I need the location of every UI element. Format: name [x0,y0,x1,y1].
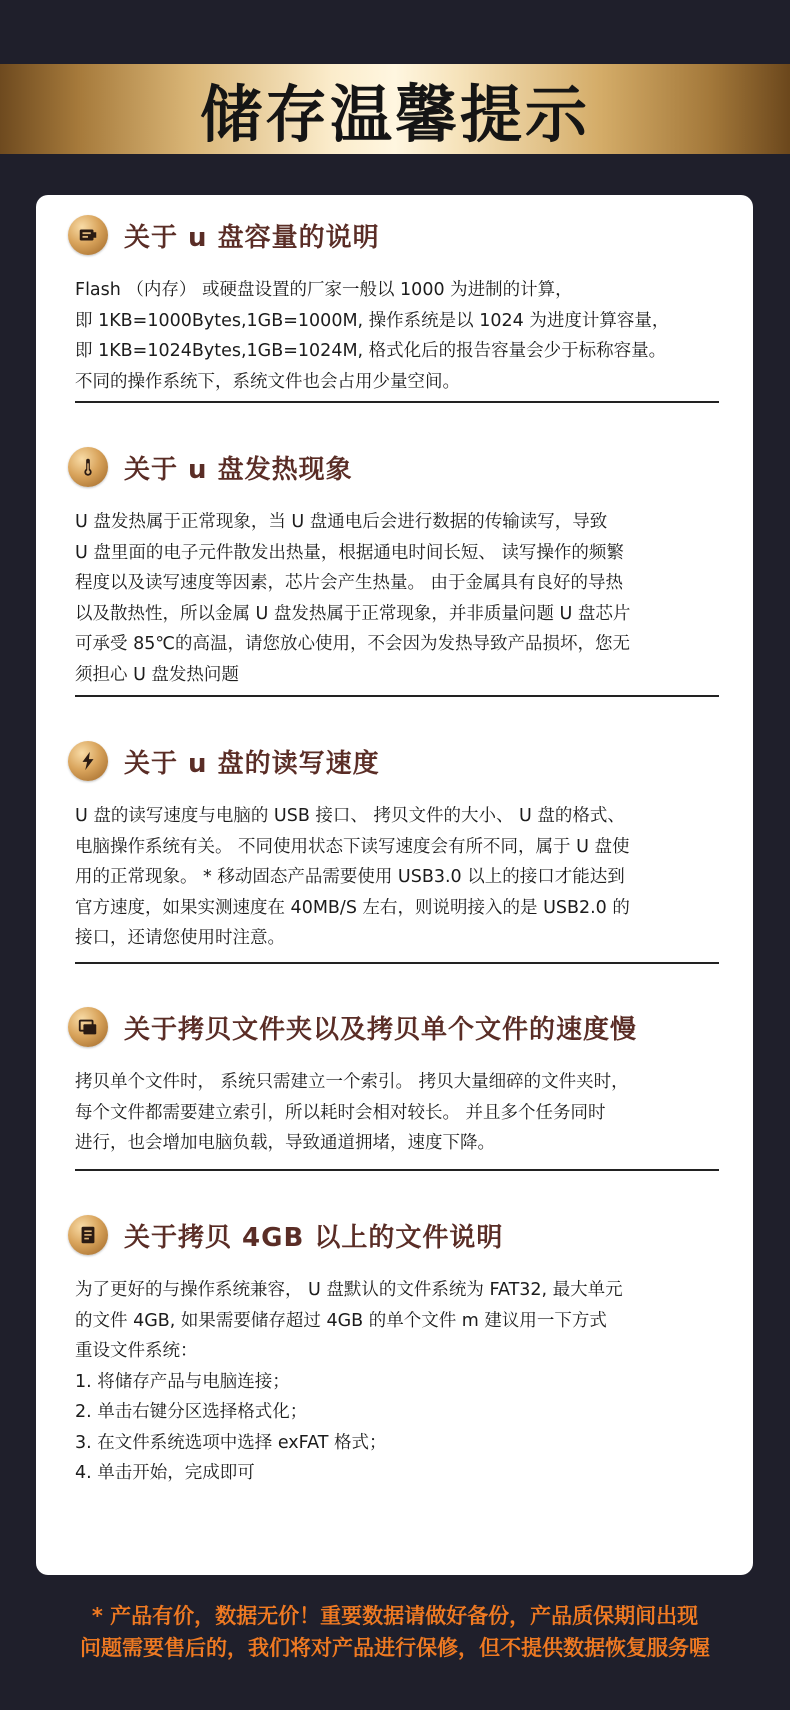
section-title: 关于 u 盘发热现象 [124,454,353,485]
section-title: 关于拷贝文件夹以及拷贝单个文件的速度慢 [124,1014,638,1045]
section-body [75,507,735,690]
body-line: 用的正常现象。 * 移动固态产品需要使用 USB3.0 以上的接口才能达到 [75,867,625,887]
divider [75,1169,719,1171]
divider [75,962,719,964]
divider [75,401,719,403]
thermometer-icon [68,447,108,487]
body-line: 电脑操作系统有关。 不同使用状态下读写速度会有所不同，属于 U 盘使 [75,836,630,857]
body-line: 重设文件系统： [75,1341,198,1361]
section-title: 关于 u 盘的读写速度 [124,748,380,779]
body-line: 接口，还请您使用时注意。 [75,928,285,948]
body-line: Flash （内存） 或硬盘设置的厂家一般以 1000 为进制的计算， [75,280,573,300]
footer-line: * 产品有价，数据无价！重要数据请做好备份，产品质保期间出现 [91,1604,699,1628]
body-line: U 盘里面的电子元件散发出热量，根据通电时间长短、 读写操作的频繁 [75,542,624,563]
section-body [75,1067,735,1159]
body-line: 可承受 85℃的高温，请您放心使用，不会因为发热导致产品损坏，您无 [75,634,630,654]
section-title: 关于 u 盘容量的说明 [124,222,380,253]
footer-notice [0,1600,790,1664]
body-line: 为了更好的与操作系统兼容， U 盘默认的文件系统为 FAT32, 最大单元 [75,1280,623,1300]
body-line: U 盘发热属于正常现象，当 U 盘通电后会进行数据的传输读写，导致 [75,512,608,532]
divider [75,695,719,697]
document-icon [68,1215,108,1255]
body-line: U 盘的读写速度与电脑的 USB 接口、 拷贝文件的大小、 U 盘的格式、 [75,806,625,826]
lightning-icon [68,741,108,781]
folder-copy-icon [68,1007,108,1047]
section-header [68,445,353,489]
body-line: 须担心 U 盘发热问题 [75,664,239,685]
body-line: 官方速度，如果实测速度在 40MB/S 左右，则说明接入的是 USB2.0 的 [75,897,630,918]
body-line: 即 1KB=1024Bytes,1GB=1024M, 格式化后的报告容量会少于标称容量。 [75,341,667,361]
body-line: 进行，也会增加电脑负载，导致通道拥堵，速度下降。 [75,1133,495,1153]
footer-line: 问题需要售后的，我们将对产品进行保修，但不提供数据恢复服务喔 [80,1636,710,1660]
tips-card [36,195,753,1575]
body-line: 的文件 4GB, 如果需要储存超过 4GB 的单个文件 m 建议用一下方式 [75,1310,607,1331]
page-title: 储存温馨提示 [199,77,590,151]
body-line: 程度以及读写速度等因素，芯片会产生热量。 由于金属具有良好的导热 [75,573,624,593]
section-header [68,1005,637,1049]
section-header [68,213,380,257]
section-body [75,1275,735,1489]
body-line: 2. 单击右键分区选择格式化； [75,1402,308,1422]
body-line: 即 1KB=1000Bytes,1GB=1000M, 操作系统是以 1024 为进度计算容量， [75,310,670,331]
drive-icon [68,215,108,255]
section-body [75,801,735,954]
header-banner [0,64,790,154]
section-header [68,739,380,783]
section-body [75,275,735,397]
body-line: 以及散热性，所以金属 U 盘发热属于正常现象，并非质量问题 U 盘芯片 [75,603,631,624]
section-title: 关于拷贝 4GB 以上的文件说明 [124,1222,504,1253]
body-line: 4. 单击开始，完成即可 [75,1463,255,1483]
body-line: 3. 在文件系统选项中选择 exFAT 格式； [75,1432,387,1453]
section-header [68,1213,503,1257]
body-line: 1. 将储存产品与电脑连接； [75,1371,290,1392]
body-line: 不同的操作系统下，系统文件也会占用少量空间。 [75,371,460,392]
body-line: 拷贝单个文件时， 系统只需建立一个索引。 拷贝大量细碎的文件夹时， [75,1072,629,1092]
body-line: 每个文件都需要建立索引，所以耗时会相对较长。 并且多个任务同时 [75,1102,606,1123]
